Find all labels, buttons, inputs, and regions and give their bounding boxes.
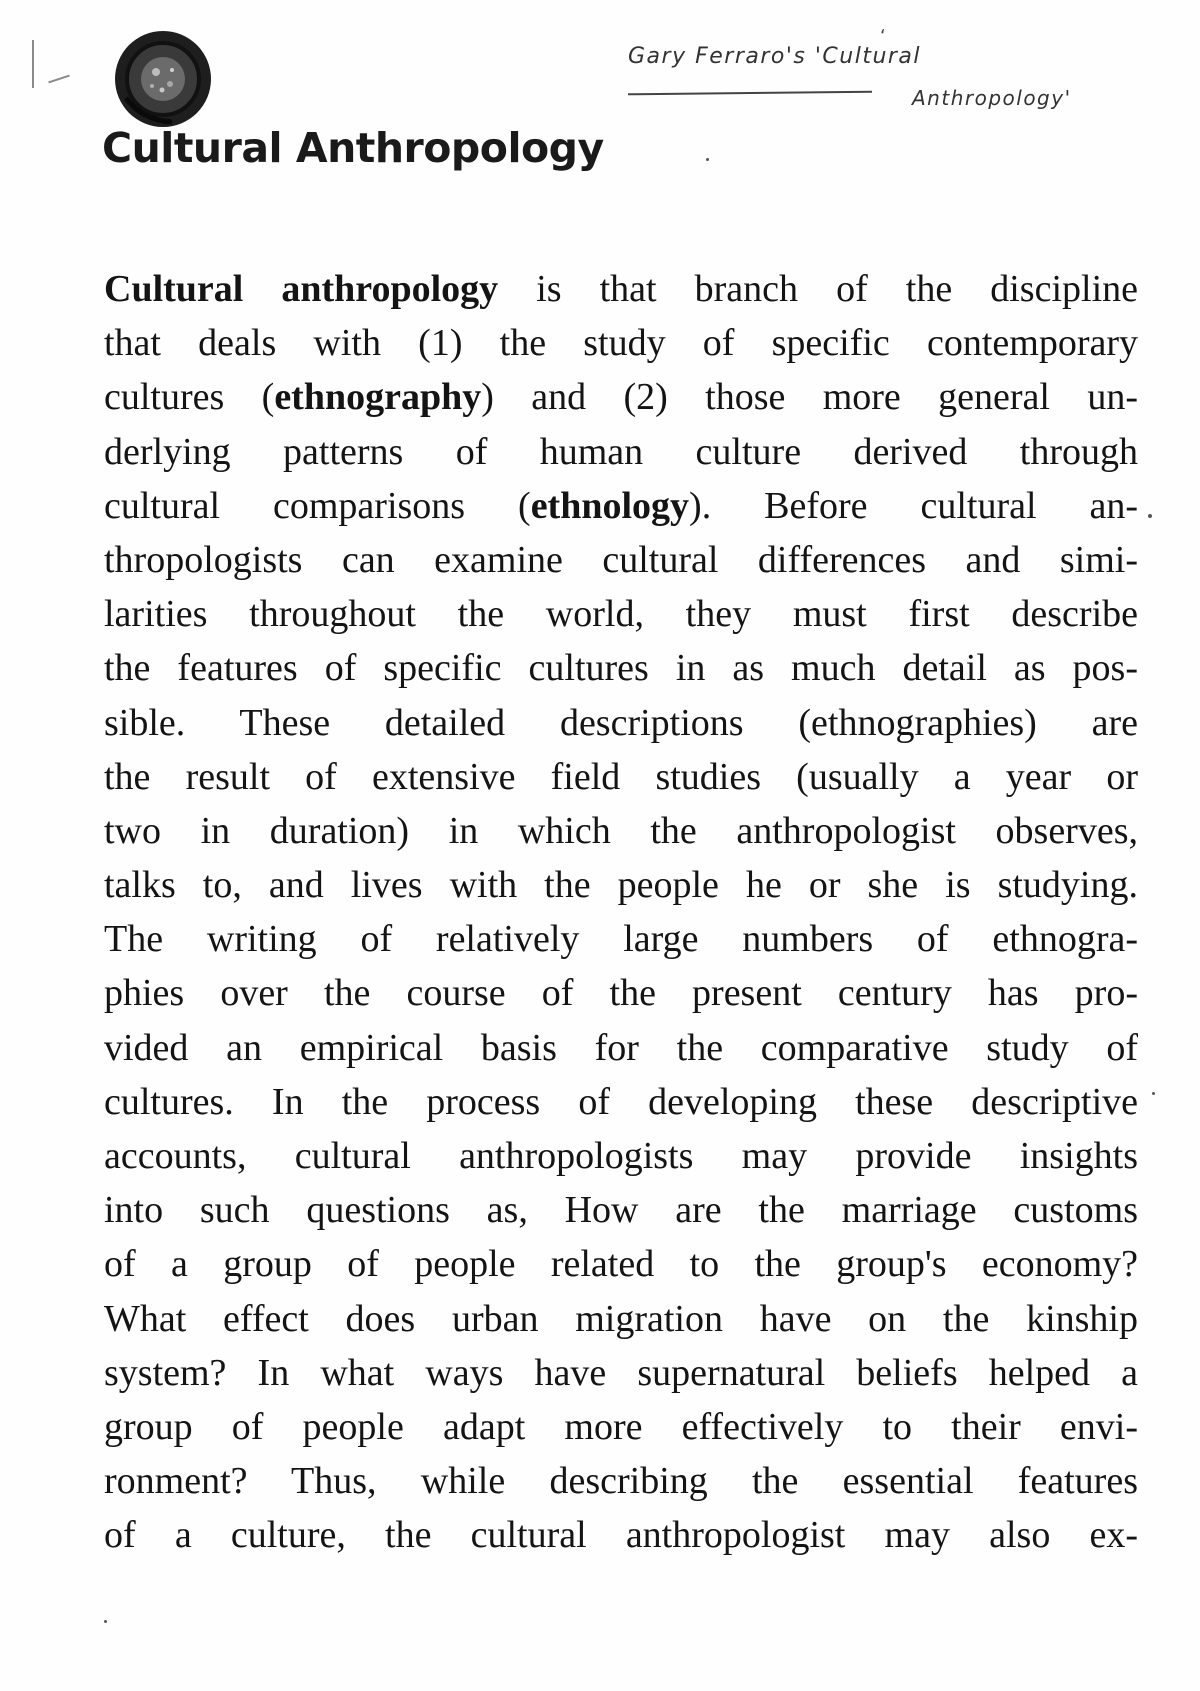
chapter-emblem-icon <box>112 28 214 130</box>
text-run: sible. These detailed descriptions (ethnographies) are <box>104 701 1138 744</box>
text-line <box>104 1400 1138 1454</box>
text-run: that deals with (1) the study of specific contemporary <box>104 322 1138 365</box>
text-run: The writing of relatively large numbers of ethnogra- <box>104 918 1138 961</box>
text-line <box>104 1292 1138 1346</box>
scan-speck <box>706 158 709 161</box>
text-run: cultures. In the process of developing these descriptive <box>104 1080 1138 1123</box>
text-line <box>104 533 1138 587</box>
handwritten-note-line-1: Gary Ferraro's 'Cultural <box>628 44 922 69</box>
text-line <box>104 1346 1138 1400</box>
text-run: ) and (2) those more general un- <box>481 376 1138 419</box>
text-run: is that branch of the discipline <box>498 268 1138 310</box>
text-line <box>104 804 1138 858</box>
text-line <box>104 425 1138 479</box>
text-run: cultural comparisons ( <box>104 484 531 527</box>
annotation-quote-mark: ‘ <box>880 26 886 47</box>
text-line <box>104 1021 1138 1075</box>
text-run: ). Before cultural an- <box>689 484 1138 527</box>
text-line <box>104 696 1138 750</box>
text-line <box>104 262 1138 316</box>
text-run: talks to, and lives with the people he or she is studying. <box>104 864 1138 907</box>
text-run: larities throughout the world, they must first describe <box>104 593 1138 636</box>
text-line <box>104 316 1138 370</box>
text-run: ronment? Thus, while describing the essential features <box>104 1460 1138 1503</box>
text-run: derlying patterns of human culture derived through <box>104 430 1138 473</box>
text-run: What effect does urban migration have on the kinship <box>104 1297 1138 1340</box>
text-run: the features of specific cultures in as much detail as pos- <box>104 647 1138 690</box>
text-line <box>104 479 1138 533</box>
text-line <box>104 1075 1138 1129</box>
scan-speck <box>104 1620 107 1623</box>
text-line <box>104 1129 1138 1183</box>
scan-edge-mark <box>48 75 70 84</box>
text-run: of a group of people related to the group's economy? <box>104 1243 1138 1286</box>
text-run: two in duration) in which the anthropologist observes, <box>104 809 1138 852</box>
text-run: accounts, cultural anthropologists may provide insights <box>104 1135 1138 1177</box>
text-line <box>104 858 1138 912</box>
text-line <box>104 750 1138 804</box>
key-term: ethnography <box>274 376 482 419</box>
text-run: system? In what ways have supernatural beliefs helped a <box>104 1351 1138 1394</box>
scan-speck <box>1148 514 1152 518</box>
handwritten-note-line-2: Anthropology' <box>912 86 1072 110</box>
text-run: thropologists can examine cultural differences and simi- <box>104 538 1138 581</box>
text-run: cultures ( <box>104 376 275 419</box>
text-line <box>104 587 1138 641</box>
scan-edge-mark <box>32 40 34 88</box>
body-paragraph <box>104 262 1138 1563</box>
text-run: vided an empirical basis for the comparative study of <box>104 1026 1138 1069</box>
key-term: ethnology <box>530 484 690 527</box>
text-line <box>104 1454 1138 1508</box>
text-line <box>104 370 1138 424</box>
text-line <box>104 1508 1138 1562</box>
key-term: Cultural anthropology <box>104 268 499 310</box>
chapter-title: Cultural Anthropology <box>102 124 604 172</box>
handwritten-underline <box>628 91 872 96</box>
text-line <box>104 966 1138 1020</box>
text-line <box>104 912 1138 966</box>
text-line <box>104 1237 1138 1291</box>
text-line <box>104 1183 1138 1237</box>
text-line <box>104 641 1138 695</box>
text-run: into such questions as, How are the marriage customs <box>104 1189 1138 1232</box>
text-run: the result of extensive field studies (usually a year or <box>104 755 1138 798</box>
scan-speck <box>1152 1092 1155 1095</box>
text-run: phies over the course of the present century has pro- <box>104 972 1138 1015</box>
text-run: group of people adapt more effectively to their envi- <box>104 1405 1138 1448</box>
text-run: of a culture, the cultural anthropologist may also ex- <box>104 1514 1138 1557</box>
